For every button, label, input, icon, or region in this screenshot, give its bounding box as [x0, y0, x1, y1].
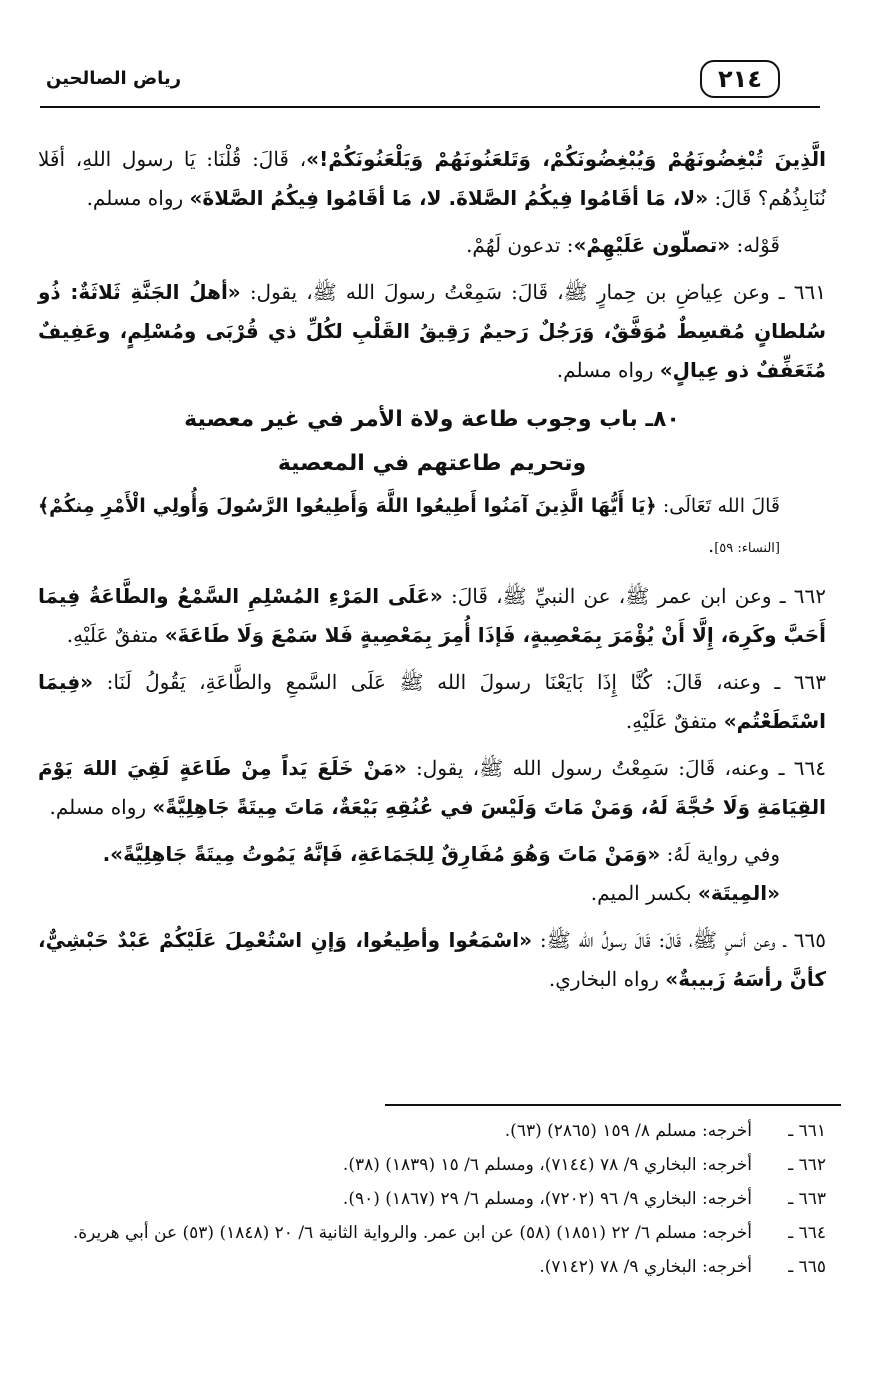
chapter-heading-line-2: وتحريم طاعتهم في المعصية — [277, 451, 587, 476]
page-header — [40, 52, 820, 108]
gloss-paragraph: قَوْله: «تصلّون عَلَيْهِمْ»: تدعون لَهُمْ. — [466, 233, 780, 257]
quran-verse: قَالَ الله تَعَالَى: ﴿يَا أَيُّهَا الَّذِينَ آمَنُوا أَطِيعُوا اللَّهَ وَأَطِيعُوا الرَّسُولَ وَأُولِي الْأَمْرِ مِنكُمْ﴾ [النساء: ٥٩]. — [38, 495, 781, 557]
footnote-separator — [385, 1104, 841, 1106]
paragraph-660-end: الَّذِينَ تُبْغِضُونَهُمْ وَيُبْغِضُونَكُمْ، وَتَلعَنُونَهُمْ وَيَلْعَنُونَكُمْ!»، قَالَ: قُلْنَا: يَا رسول اللهِ، أفَلا نُنَابِذُهُم؟ قَالَ: «لا، مَا أقَامُوا فِيكُمُ الصَّلاةَ. لا، مَا أقَامُوا فِيكُمُ الصَّلاةَ» رواه مسلم. — [38, 147, 827, 210]
footnotes — [38, 1114, 826, 1284]
header-divider — [40, 106, 820, 108]
hadith-665: ٦٦٥ ـ وعن أنسٍ ﷺ، قَالَ: قَالَ رسولُ الله ﷺ: «اسْمَعُوا وأطِيعُوا، وَإنِ اسْتُعْمِلَ عَلَيْكُمْ عَبْدٌ حَبْشِيٌّ، كأنَّ رأسَهُ زَبيبةٌ» رواه البخاري. — [38, 928, 826, 991]
chapter-heading-line-1: ٨٠ـ باب وجوب طاعة ولاة الأمر في غير معصية — [184, 407, 680, 432]
page-number: ٢١٤ — [700, 60, 780, 98]
gloss-maytah: «المِيتَة» بكسر الميم. — [590, 881, 780, 905]
hadith-662: ٦٦٢ ـ وعن ابن عمر ﷺ، عن النبيِّ ﷺ، قَالَ: «عَلَى المَرْءِ المُسْلِمِ السَّمْعُ والطَّاعَةُ فِيمَا أَحَبَّ وكَرِهَ، إِلَّا أَنْ يُؤْمَرَ بِمَعْصِيةٍ، فَإذَا أُمِرَ بِمَعْصِيةٍ فَلا سَمْعَ وَلَا طَاعَةَ» متفقٌ عَلَيْهِ. — [38, 584, 826, 647]
hadith-661: ٦٦١ ـ وعن عِياضِ بن حِمارٍ ﷺ، قَالَ: سَمِعْتُ رسولَ الله ﷺ، يقول: «أهلُ الجَنَّةِ ثَلاثَةٌ: ذُو سُلطانٍ مُقسِطٌ مُوَفَّقٌ، وَرَجُلٌ رَحيمٌ رَقِيقُ القَلْبِ لكُلِّ ذي قُرْبَى ومُسْلِمٍ، وعَفِيفٌ مُتَعَفِّفٌ ذو عِيالٍ» رواه مسلم. — [38, 280, 826, 382]
footnote-item: ٦٦٢ ـ أخرجه: البخاري ٩/ ٧٨ (٧١٤٤)، ومسلم ٦/ ١٥ (١٨٣٩) (٣٨). — [342, 1155, 826, 1175]
footnote-item: ٦٦٤ ـ أخرجه: مسلم ٦/ ٢٢ (١٨٥١) (٥٨) عن ابن عمر. والرواية الثانية ٦/ ٢٠ (١٨٤٨) (٥٣) عن أبي هريرة. — [72, 1223, 826, 1243]
hadith-664-variant: وفي رواية لَهُ: «وَمَنْ مَاتَ وَهُوَ مُفَارِقٌ لِلجَمَاعَةِ، فَإنَّهُ يَمُوتُ مِيتَةً جَاهِلِيَّةً». — [102, 842, 780, 866]
hadith-663: ٦٦٣ ـ وعنه، قَالَ: كُنَّا إِذَا بَايَعْنَا رسولَ الله ﷺ عَلَى السَّمعِ والطَّاعَةِ، يَقُولُ لَنَا: «فِيمَا اسْتَطَعْتُم» متفقٌ عَلَيْهِ. — [38, 670, 826, 733]
footnote-item: ٦٦٣ ـ أخرجه: البخاري ٩/ ٩٦ (٧٢٠٢)، ومسلم ٦/ ٢٩ (١٨٦٧) (٩٠). — [342, 1189, 826, 1209]
hadith-664: ٦٦٤ ـ وعنه، قَالَ: سَمِعْتُ رسول الله ﷺ، يقول: «مَنْ خَلَعَ يَداً مِنْ طَاعَةٍ لَقِيَ اللهَ يَوْمَ القِيَامَةِ وَلَا حُجَّةَ لَهُ، وَمَنْ مَاتَ وَلَيْسَ في عُنُقِهِ بَيْعَةٌ، مَاتَ مِيتَةً جَاهِلِيَّةً» رواه مسلم. — [38, 756, 826, 819]
footnote-item: ٦٦١ ـ أخرجه: مسلم ٨/ ١٥٩ (٢٨٦٥) (٦٣). — [504, 1121, 826, 1141]
footnote-item: ٦٦٥ ـ أخرجه: البخاري ٩/ ٧٨ (٧١٤٢). — [539, 1257, 826, 1277]
book-title: رياض الصالحين — [46, 68, 182, 89]
main-text — [38, 140, 826, 1007]
